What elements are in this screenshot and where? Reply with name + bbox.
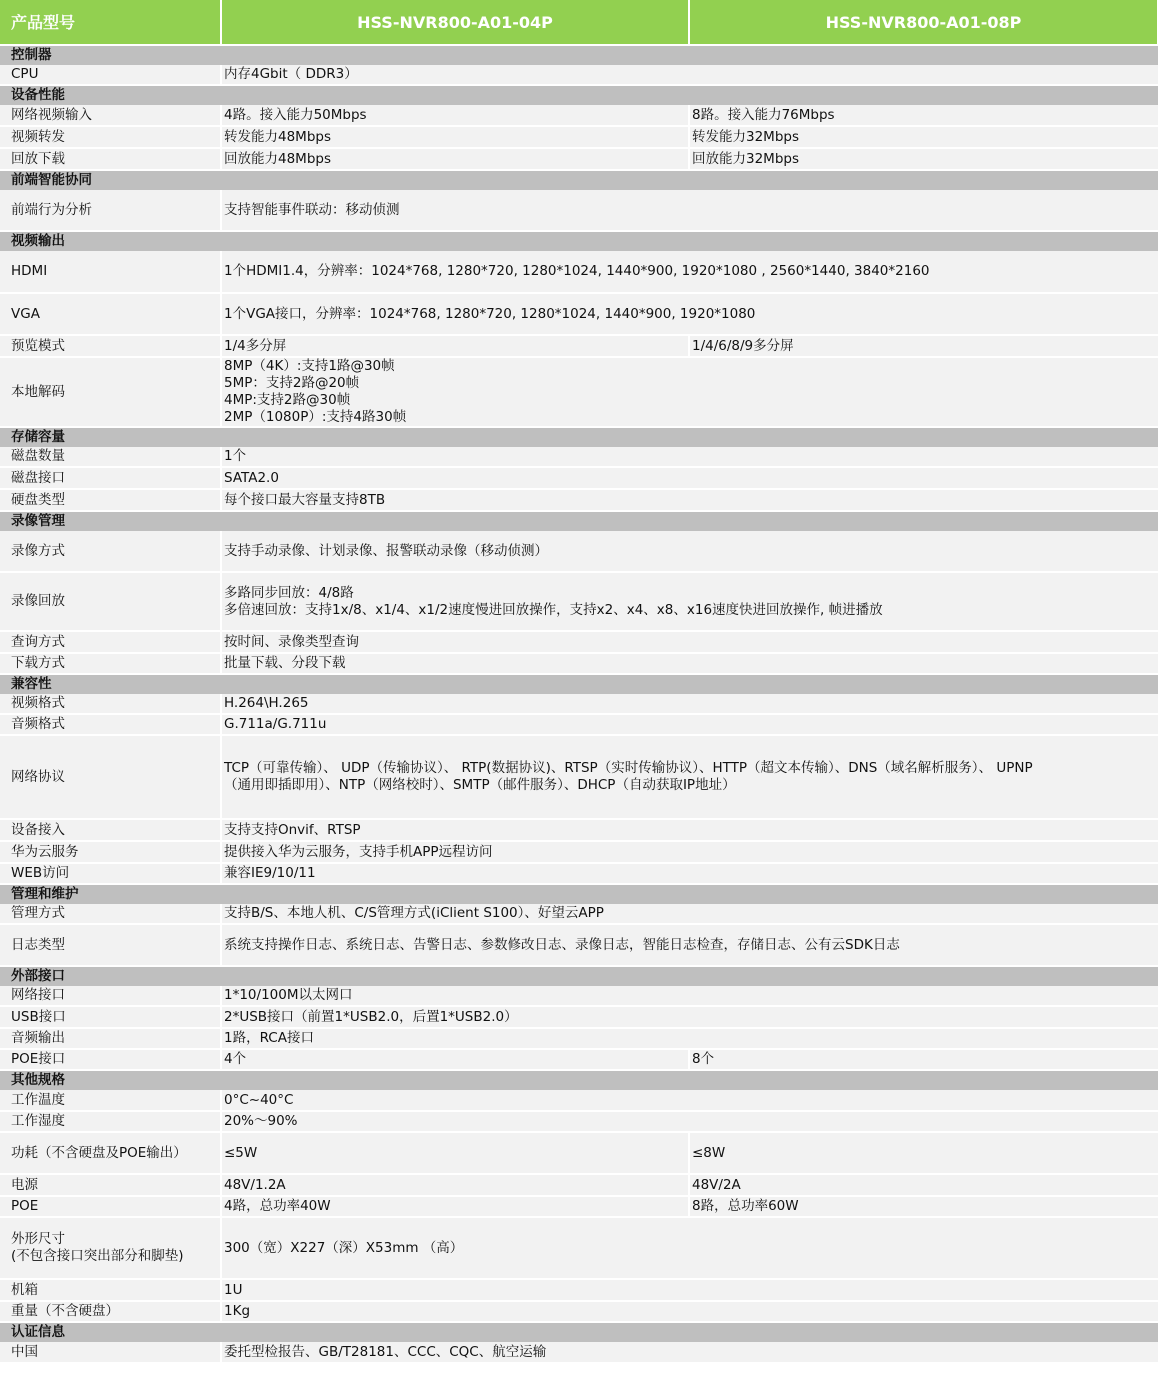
spec-label: 功耗（不含硬盘及POE输出）: [0, 1132, 221, 1174]
spec-label: 预览模式: [0, 335, 221, 357]
spec-value-08p: ≤8W: [689, 1132, 1158, 1174]
spec-label: VGA: [0, 293, 221, 335]
header-row: [0, 0, 1158, 45]
spec-row: [0, 904, 1158, 924]
spec-value-08p: 48V/2A: [689, 1174, 1158, 1196]
spec-value-shared: 每个接口最大容量支持8TB: [221, 489, 1158, 511]
section-title: 视频输出: [0, 231, 1158, 251]
spec-value-shared: G.711a/G.711u: [221, 714, 1158, 735]
spec-value-shared: 支持智能事件联动：移动侦测: [221, 190, 1158, 231]
section-title: 前端智能协同: [0, 170, 1158, 190]
spec-label: 下载方式: [0, 653, 221, 674]
spec-value-shared: [221, 357, 1158, 427]
section-title: 控制器: [0, 45, 1158, 65]
spec-label: 重量（不含硬盘）: [0, 1301, 221, 1322]
spec-label: POE接口: [0, 1049, 221, 1070]
spec-value-04p: 转发能力48Mbps: [221, 126, 689, 148]
spec-row: [0, 335, 1158, 357]
spec-label: 音频输出: [0, 1028, 221, 1049]
spec-label: 回放下载: [0, 148, 221, 170]
spec-label: 华为云服务: [0, 841, 221, 863]
spec-value-shared: 支持B/S、本地人机、C/S管理方式(iClient S100）、好望云APP: [221, 904, 1158, 924]
spec-row: [0, 1132, 1158, 1174]
spec-value-shared: 支持手动录像、计划录像、报警联动录像（移动侦测）: [221, 531, 1158, 572]
spec-value-08p: 回放能力32Mbps: [689, 148, 1158, 170]
spec-value-04p: 1/4多分屏: [221, 335, 689, 357]
spec-label: HDMI: [0, 251, 221, 293]
spec-row: [0, 489, 1158, 511]
spec-value-line: 多倍速回放：支持1x/8、x1/4、x1/2速度慢进回放操作，支持x2、x4、x8、x16速度快进回放操作, 帧进播放: [224, 601, 883, 618]
section-title: 外部接口: [0, 966, 1158, 986]
spec-value-shared: 1*10/100M以太网口: [221, 986, 1158, 1006]
spec-value-shared: 0°C~40°C: [221, 1090, 1158, 1111]
spec-row: [0, 572, 1158, 631]
spec-row: [0, 357, 1158, 427]
spec-row: [0, 863, 1158, 884]
spec-value-shared: 兼容IE9/10/11: [221, 863, 1158, 884]
spec-label: 硬盘类型: [0, 489, 221, 511]
spec-value-08p: 1/4/6/8/9多分屏: [689, 335, 1158, 357]
spec-label: 工作湿度: [0, 1111, 221, 1132]
model-name-04p: HSS-NVR800-A01-04P: [221, 0, 689, 45]
spec-row: [0, 1006, 1158, 1028]
spec-label: 录像方式: [0, 531, 221, 572]
spec-row: [0, 251, 1158, 293]
spec-label: 日志类型: [0, 924, 221, 966]
spec-value-shared: 1个HDMI1.4，分辨率：1024*768, 1280*720, 1280*1024, 1440*900, 1920*1080 , 2560*1440, 3840*2160: [221, 251, 1158, 293]
spec-label: 音频格式: [0, 714, 221, 735]
spec-value-04p: 4路。接入能力50Mbps: [221, 105, 689, 126]
spec-row: [0, 631, 1158, 653]
spec-value-shared: 1路，RCA接口: [221, 1028, 1158, 1049]
spec-row: [0, 735, 1158, 819]
spec-label-line: (不包含接口突出部分和脚垫): [11, 1248, 184, 1264]
spec-label: 网络视频输入: [0, 105, 221, 126]
spec-value-shared: 1Kg: [221, 1301, 1158, 1322]
spec-value-08p: 8路。接入能力76Mbps: [689, 105, 1158, 126]
section-title: 管理和维护: [0, 884, 1158, 904]
spec-value-04p: ≤5W: [221, 1132, 689, 1174]
spec-row: [0, 1049, 1158, 1070]
spec-row: [0, 819, 1158, 841]
spec-value-line: （通用即插即用）、NTP（网络校时）、SMTP（邮件服务）、DHCP（自动获取IP地址）: [224, 777, 736, 793]
spec-row: [0, 1217, 1158, 1279]
spec-label: [0, 1217, 221, 1279]
spec-label: 本地解码: [0, 357, 221, 427]
header-label: 产品型号: [0, 0, 221, 45]
spec-value-shared: 内存4Gbit（ DDR3）: [221, 65, 1158, 85]
section-header-row: [0, 884, 1158, 904]
spec-row: [0, 841, 1158, 863]
spec-value-line: 8MP（4K）:支持1路@30帧: [224, 358, 395, 374]
spec-row: [0, 447, 1158, 467]
spec-label: 录像回放: [0, 572, 221, 631]
spec-value-line: 2MP（1080P）:支持4路30帧: [224, 409, 407, 425]
spec-row: [0, 105, 1158, 126]
model-name-08p: HSS-NVR800-A01-08P: [689, 0, 1158, 45]
spec-label: 磁盘数量: [0, 447, 221, 467]
spec-value-line: 5MP：支持2路@20帧: [224, 375, 360, 391]
spec-label-line: 外形尺寸: [11, 1231, 65, 1247]
spec-label: 网络协议: [0, 735, 221, 819]
spec-row: [0, 126, 1158, 148]
spec-row: [0, 924, 1158, 966]
spec-value-shared: 批量下载、分段下载: [221, 653, 1158, 674]
spec-row: [0, 65, 1158, 85]
spec-label: USB接口: [0, 1006, 221, 1028]
spec-row: [0, 1111, 1158, 1132]
spec-label: 前端行为分析: [0, 190, 221, 231]
spec-value-08p: 8路，总功率60W: [689, 1196, 1158, 1217]
spec-row: [0, 1174, 1158, 1196]
section-title: 存储容量: [0, 427, 1158, 447]
spec-value-line: 4MP:支持2路@30帧: [224, 392, 351, 408]
spec-value-04p: 回放能力48Mbps: [221, 148, 689, 170]
spec-label: 管理方式: [0, 904, 221, 924]
spec-row: [0, 293, 1158, 335]
spec-value-shared: 1U: [221, 1279, 1158, 1301]
spec-row: [0, 531, 1158, 572]
spec-label: 磁盘接口: [0, 467, 221, 489]
spec-row: [0, 467, 1158, 489]
spec-row: [0, 694, 1158, 714]
section-title: 录像管理: [0, 511, 1158, 531]
spec-label: POE: [0, 1196, 221, 1217]
spec-value-shared: [221, 735, 1158, 819]
spec-value-shared: 支持支持Onvif、RTSP: [221, 819, 1158, 841]
section-title: 设备性能: [0, 85, 1158, 105]
spec-value-04p: 4个: [221, 1049, 689, 1070]
section-title: 兼容性: [0, 674, 1158, 694]
section-header-row: [0, 674, 1158, 694]
spec-value-shared: H.264\H.265: [221, 694, 1158, 714]
spec-label: 机箱: [0, 1279, 221, 1301]
spec-row: [0, 190, 1158, 231]
section-title: 认证信息: [0, 1322, 1158, 1342]
spec-value-04p: 4路，总功率40W: [221, 1196, 689, 1217]
spec-row: [0, 148, 1158, 170]
spec-row: [0, 714, 1158, 735]
spec-value-shared: 按时间、录像类型查询: [221, 631, 1158, 653]
spec-row: [0, 1279, 1158, 1301]
spec-row: [0, 1196, 1158, 1217]
section-title: 其他规格: [0, 1070, 1158, 1090]
section-header-row: [0, 1070, 1158, 1090]
spec-value-shared: 300（宽）X227（深）X53mm （高）: [221, 1217, 1158, 1279]
spec-row: [0, 653, 1158, 674]
spec-value-08p: 转发能力32Mbps: [689, 126, 1158, 148]
spec-label: 中国: [0, 1342, 221, 1363]
section-header-row: [0, 1322, 1158, 1342]
spec-label: 视频格式: [0, 694, 221, 714]
spec-value-shared: 系统支持操作日志、系统日志、告警日志、参数修改日志、录像日志，智能日志检查，存储日志、公有云SDK日志: [221, 924, 1158, 966]
spec-row: [0, 986, 1158, 1006]
section-header-row: [0, 85, 1158, 105]
spec-label: 视频转发: [0, 126, 221, 148]
spec-value-shared: SATA2.0: [221, 467, 1158, 489]
spec-value-04p: 48V/1.2A: [221, 1174, 689, 1196]
section-header-row: [0, 45, 1158, 65]
spec-label: 网络接口: [0, 986, 221, 1006]
spec-value-line: TCP（可靠传输）、 UDP（传输协议）、 RTP(数据协议)、RTSP（实时传输协议）、HTTP（超文本传输）、DNS（域名解析服务）、 UPNP: [224, 760, 1033, 776]
spec-label: 电源: [0, 1174, 221, 1196]
spec-value-shared: 1个VGA接口，分辨率：1024*768, 1280*720, 1280*1024, 1440*900, 1920*1080: [221, 293, 1158, 335]
spec-label: 工作温度: [0, 1090, 221, 1111]
spec-row: [0, 1090, 1158, 1111]
section-header-row: [0, 170, 1158, 190]
spec-value-shared: 提供接入华为云服务，支持手机APP远程访问: [221, 841, 1158, 863]
spec-value-line: 多路同步回放：4/8路: [224, 584, 354, 601]
section-header-row: [0, 427, 1158, 447]
section-header-row: [0, 966, 1158, 986]
spec-label: CPU: [0, 65, 221, 85]
spec-row: [0, 1028, 1158, 1049]
spec-value-shared: 1个: [221, 447, 1158, 467]
section-header-row: [0, 231, 1158, 251]
spec-label: 设备接入: [0, 819, 221, 841]
spec-row: [0, 1301, 1158, 1322]
spec-value-shared: 20%～90%: [221, 1111, 1158, 1132]
spec-value-shared: 2*USB接口（前置1*USB2.0，后置1*USB2.0）: [221, 1006, 1158, 1028]
spec-value-shared: 委托型检报告、GB/T28181、CCC、CQC、航空运输: [221, 1342, 1158, 1363]
spec-value-shared: [221, 572, 1158, 631]
spec-row: [0, 1342, 1158, 1363]
spec-label: WEB访问: [0, 863, 221, 884]
spec-label: 查询方式: [0, 631, 221, 653]
spec-value-08p: 8个: [689, 1049, 1158, 1070]
section-header-row: [0, 511, 1158, 531]
